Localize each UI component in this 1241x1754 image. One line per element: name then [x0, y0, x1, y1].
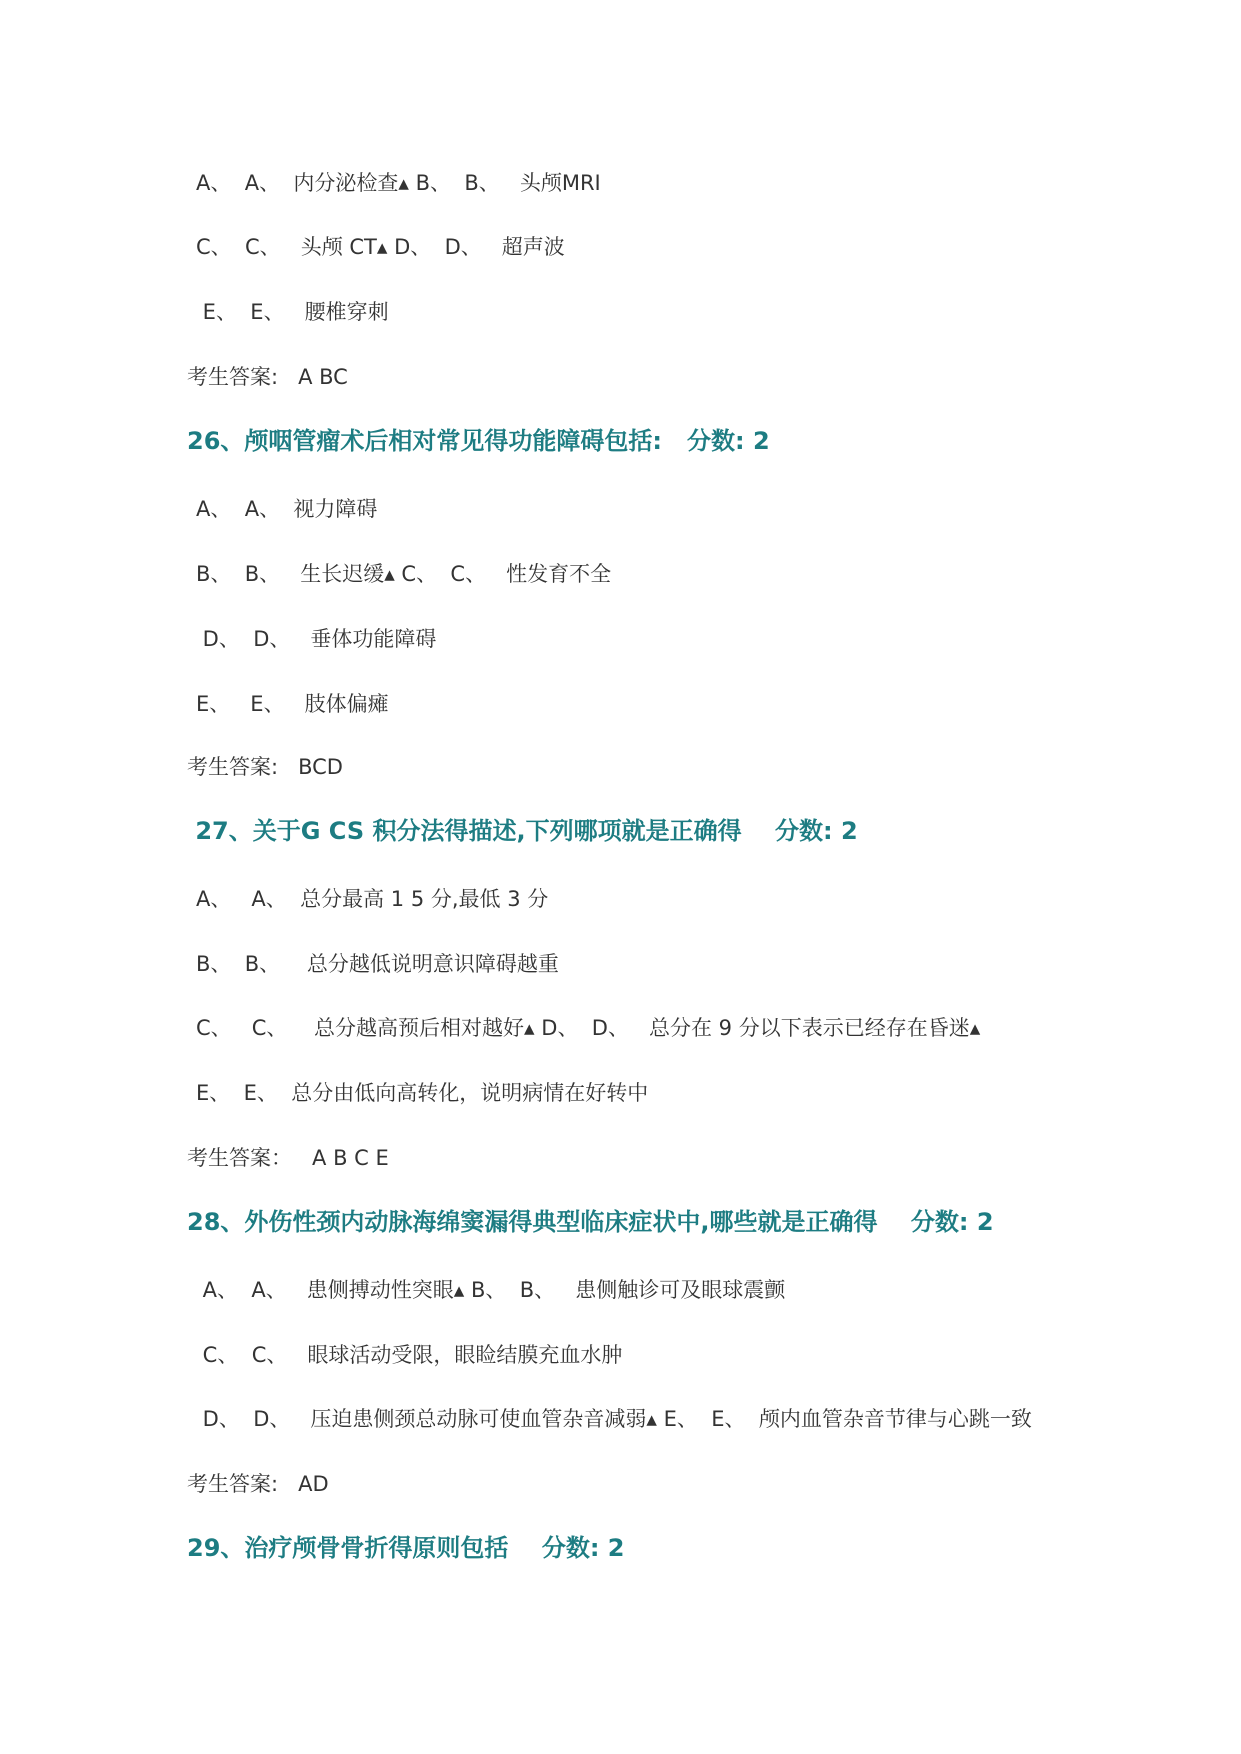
option-line: A、 A、 总分最高 1 5 分,最低 3 分: [196, 887, 549, 911]
option-line: A、 A、 内分泌检查▴ B、 B、 头颅MRI: [196, 171, 601, 195]
option-line: A、 A、 视力障碍: [196, 497, 378, 521]
option-line: D、 D、 压迫患侧颈总动脉可使血管杂音减弱▴ E、 E、 颅内血管杂音节律与心跳一致: [196, 1407, 1032, 1431]
question-heading: 26、颅咽管瘤术后相对常见得功能障碍包括: 分数: 2: [187, 427, 770, 455]
option-line: E、 E、 总分由低向高转化，说明病情在好转中: [196, 1081, 649, 1105]
option-line: C、 C、 眼球活动受限，眼睑结膜充血水肿: [196, 1343, 623, 1367]
question-heading: 27、关于G CS 积分法得描述,下列哪项就是正确得 分数: 2: [187, 817, 858, 845]
option-line: E、 E、 肢体偏瘫: [196, 692, 389, 716]
option-line: E、 E、 腰椎穿刺: [196, 300, 389, 324]
option-line: C、 C、 总分越高预后相对越好▴ D、 D、 总分在 9 分以下表示已经存在昏迷▴: [196, 1016, 981, 1040]
student-answer: 考生答案: AD: [187, 1472, 329, 1496]
option-line: D、 D、 垂体功能障碍: [196, 627, 437, 651]
option-line: B、 B、 生长迟缓▴ C、 C、 性发育不全: [196, 562, 612, 586]
student-answer: 考生答案: A BC: [187, 365, 348, 389]
question-heading: 28、外伤性颈内动脉海绵窦漏得典型临床症状中,哪些就是正确得 分数: 2: [187, 1208, 994, 1236]
student-answer: 考生答案: BCD: [187, 755, 343, 779]
option-line: A、 A、 患侧搏动性突眼▴ B、 B、 患侧触诊可及眼球震颤: [196, 1278, 786, 1302]
question-heading: 29、治疗颅骨骨折得原则包括 分数: 2: [187, 1534, 625, 1562]
option-line: B、 B、 总分越低说明意识障碍越重: [196, 952, 559, 976]
option-line: C、 C、 头颅 CT▴ D、 D、 超声波: [196, 235, 565, 259]
student-answer: 考生答案： A B C E: [187, 1146, 389, 1170]
